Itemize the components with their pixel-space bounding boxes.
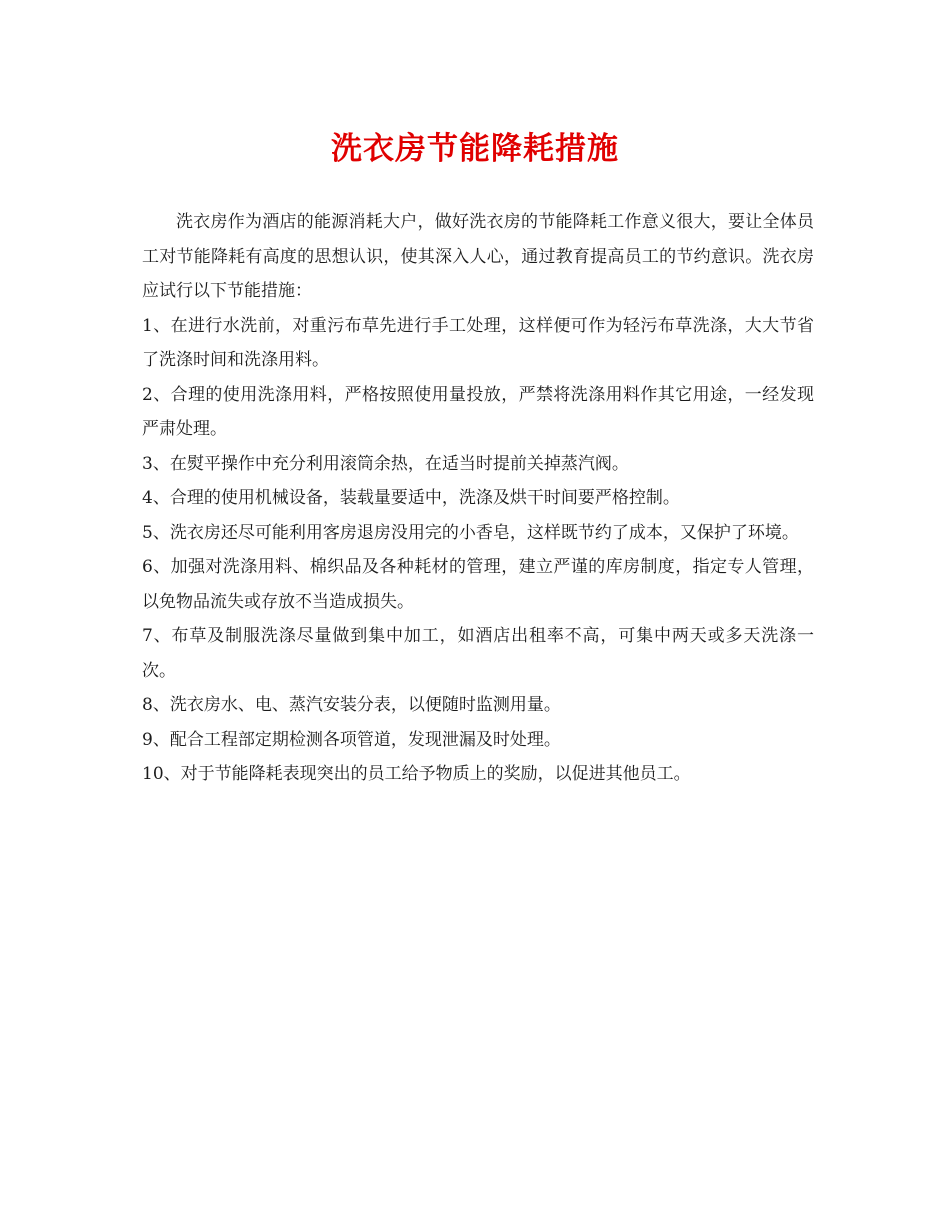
list-item: 3、在熨平操作中充分利用滚筒余热，在适当时提前关掉蒸汽阀。 <box>142 453 629 474</box>
list-item: 9、配合工程部定期检测各项管道，发现泄漏及时处理。 <box>142 729 561 750</box>
list-item: 6、加强对洗涤用料、棉织品及各种耗材的管理，建立严谨的库房制度，指定专人管理，以免物品流失或存放不当造成损失。 <box>142 557 814 612</box>
list-item: 8、洗衣房水、电、蒸汽安装分表，以便随时监测用量。 <box>142 695 561 715</box>
document-body <box>142 205 814 792</box>
document-title: 洗衣房节能降耗措施 <box>331 131 619 167</box>
intro-paragraph: 洗衣房作为酒店的能源消耗大户，做好洗衣房的节能降耗工作意义很大，要让全体员工对节能降耗有高度的思想认识，使其深入人心，通过教育提高员工的节约意识。洗衣房应试行以下节能措施： <box>142 212 814 301</box>
list-item: 7、布草及制服洗涤尽量做到集中加工，如酒店出租率不高，可集中两天或多天洗涤一次。 <box>142 626 814 681</box>
list-item: 4、合理的使用机械设备，装载量要适中，洗涤及烘干时间要严格控制。 <box>142 488 680 508</box>
list-item: 2、合理的使用洗涤用料，严格按照使用量投放，严禁将洗涤用料作其它用途，一经发现严肃处理。 <box>142 384 814 439</box>
list-item: 10、对于节能降耗表现突出的员工给予物质上的奖励，以促进其他员工。 <box>142 764 691 784</box>
list-item: 1、在进行水洗前，对重污布草先进行手工处理，这样便可作为轻污布草洗涤，大大节省了洗涤时间和洗涤用料。 <box>142 315 814 370</box>
list-item: 5、洗衣房还尽可能利用客房退房没用完的小香皂，这样既节约了成本，又保护了环境。 <box>142 522 799 543</box>
